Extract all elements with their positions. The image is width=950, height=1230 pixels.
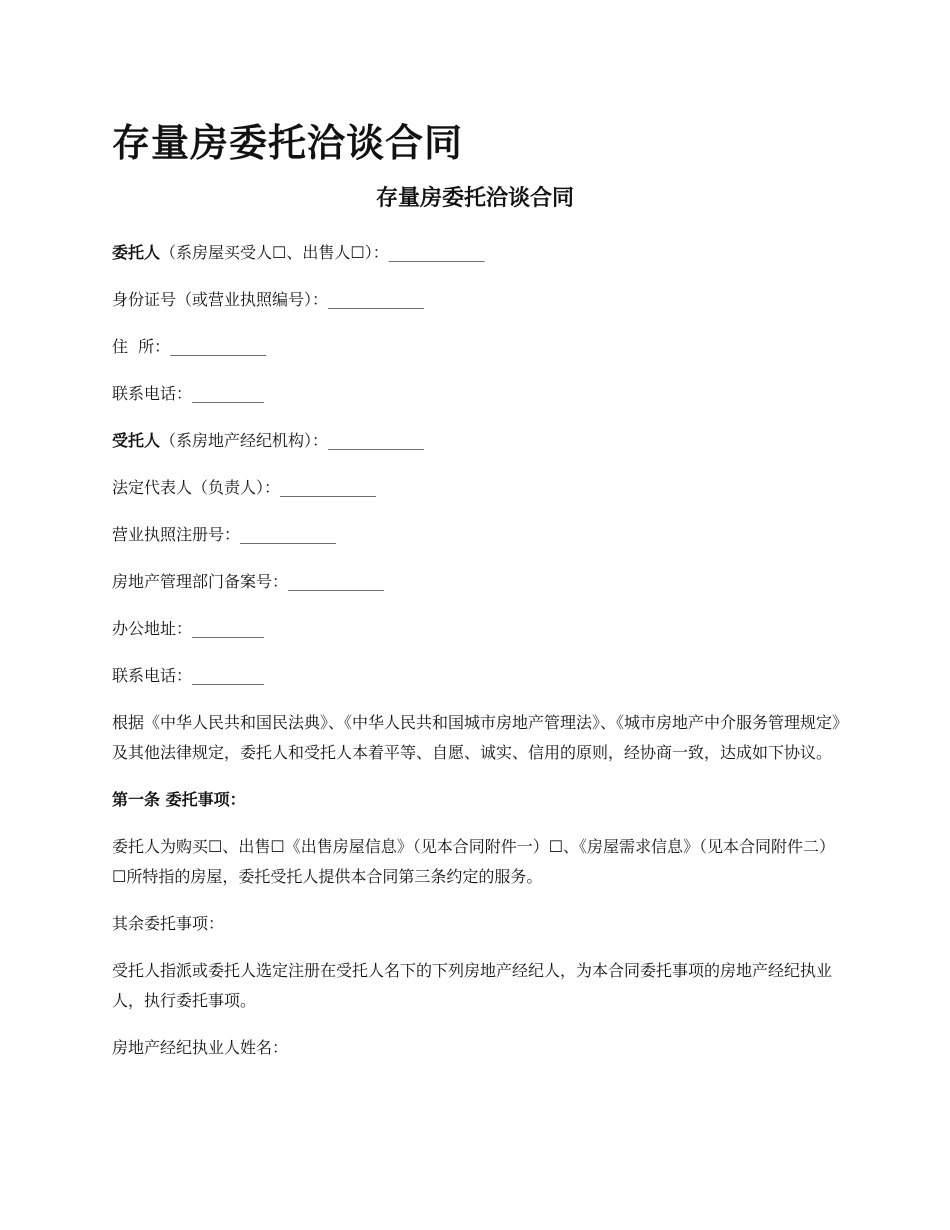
record-number-label: 房地产管理部门备案号：	[112, 572, 289, 591]
principal-label: 委托人	[112, 243, 161, 262]
record-number-blank[interactable]: ____________	[288, 572, 385, 591]
principal-line	[112, 238, 842, 268]
agent-label: 受托人	[112, 431, 161, 450]
id-number-blank[interactable]: ____________	[328, 290, 425, 309]
agent-line	[112, 426, 842, 456]
agent-blank[interactable]: ____________	[328, 431, 425, 450]
office-address-label: 办公地址：	[112, 619, 193, 638]
broker-assignment-paragraph: 受托人指派或委托人选定注册在受托人名下的下列房地产经纪人，为本合同委托事项的房地产经纪执业人，执行委托事项。	[112, 961, 833, 1010]
other-items-line: 其余委托事项：	[112, 914, 225, 933]
principal-phone-line	[112, 379, 842, 409]
agent-note: （系房地产经纪机构）：	[160, 431, 329, 450]
address-line	[112, 332, 842, 362]
legal-rep-label: 法定代表人（负责人）：	[112, 478, 281, 497]
principal-phone-label: 联系电话：	[112, 384, 193, 403]
article-1-body: 委托人为购买☐、出售☐《出售房屋信息》（见本合同附件一）☐、《房屋需求信息》（见本合同附件二）☐所特指的房屋，委托受托人提供本合同第三条约定的服务。	[112, 837, 836, 886]
agent-phone-blank[interactable]: _________	[192, 666, 265, 685]
office-address-blank[interactable]: _________	[192, 619, 265, 638]
id-number-line	[112, 285, 842, 315]
address-blank[interactable]: ____________	[170, 337, 267, 356]
address-label: 住 所：	[112, 337, 171, 356]
preamble-paragraph: 根据《中华人民共和国民法典》、《中华人民共和国城市房地产管理法》、《城市房地产中介服务管理规定》及其他法律规定，委托人和受托人本着平等、自愿、诚实、信用的原则，经协商一致，达成如下协议。	[112, 713, 841, 762]
document-title: 存量房委托洽谈合同	[112, 121, 464, 165]
principal-note: （系房屋买受人☐、出售人☐）：	[160, 243, 389, 262]
legal-rep-blank[interactable]: ____________	[280, 478, 377, 497]
license-label: 营业执照注册号：	[112, 525, 241, 544]
license-blank[interactable]: ____________	[240, 525, 337, 544]
license-line	[112, 520, 842, 550]
principal-phone-blank[interactable]: _________	[192, 384, 265, 403]
contract-subtitle: 存量房委托洽谈合同	[375, 186, 574, 211]
agent-phone-label: 联系电话：	[112, 666, 193, 685]
article-1-heading: 第一条 委托事项：	[112, 790, 246, 809]
contract-body	[112, 238, 842, 1080]
legal-rep-line	[112, 473, 842, 503]
agent-phone-line	[112, 661, 842, 691]
id-number-label: 身份证号（或营业执照编号）：	[112, 290, 329, 309]
principal-blank[interactable]: ____________	[388, 243, 485, 262]
record-number-line	[112, 567, 842, 597]
office-address-line	[112, 614, 842, 644]
broker-name-line: 房地产经纪执业人姓名：	[112, 1038, 289, 1057]
